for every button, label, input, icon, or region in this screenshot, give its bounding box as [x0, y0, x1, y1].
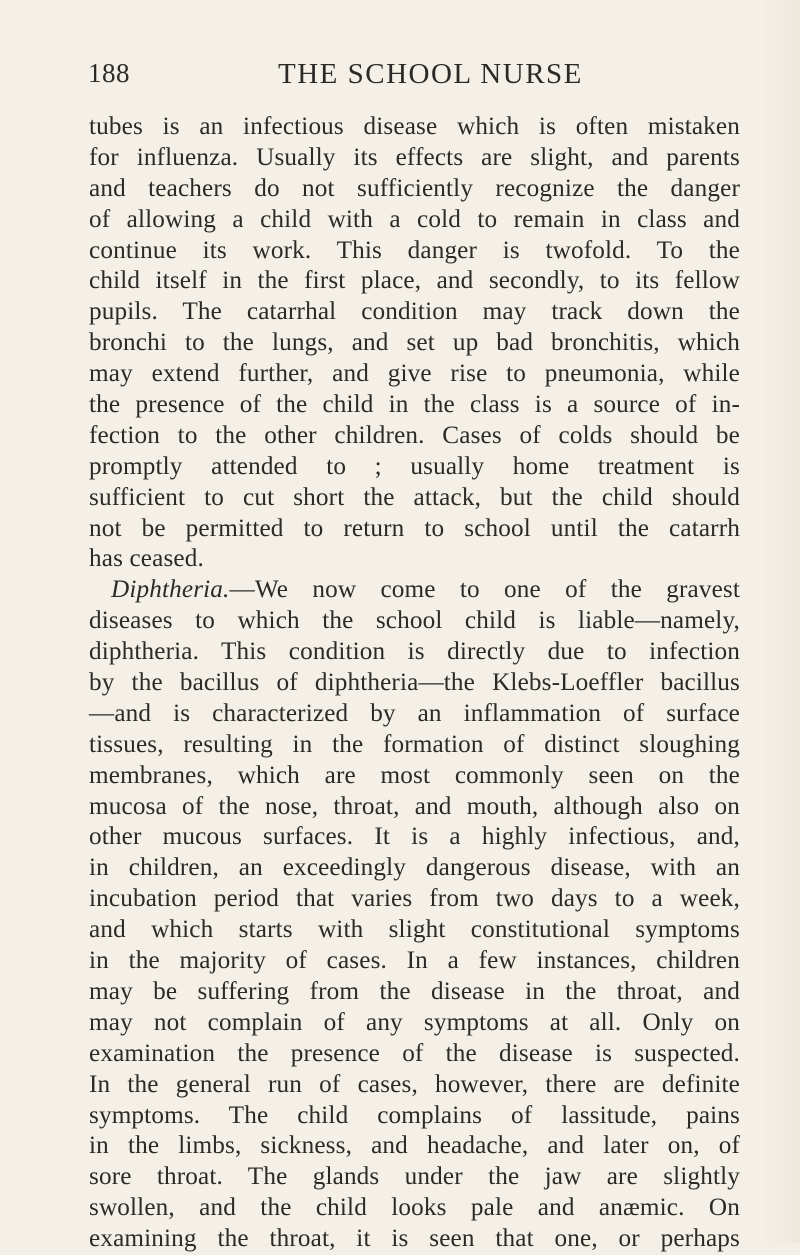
text-line: child itself in the first place, and secondly, to its fellow	[89, 267, 740, 295]
section-heading-diphtheria: Diphtheria.	[111, 576, 230, 604]
text-line: in children, an exceedingly dangerous disease, with an	[89, 854, 740, 882]
text-line: in the limbs, sickness, and headache, and later on, of	[89, 1132, 740, 1160]
text-line: tissues, resulting in the formation of distinct sloughing	[89, 730, 740, 758]
text-line: not be permitted to return to school until the catarrh	[89, 514, 740, 542]
text-line: tubes is an infectious disease which is often mistaken	[89, 113, 740, 140]
text-line: examination the presence of the disease is suspected.	[89, 1039, 740, 1067]
text-line: by the bacillus of diphtheria—the Klebs-Loeffler bacillus	[89, 669, 740, 697]
body-text	[89, 112, 740, 1255]
text-line: sufficient to cut short the attack, but the child should	[89, 483, 740, 511]
text-line: symptoms. The child complains of lassitude, pains	[89, 1101, 740, 1129]
text-line: of allowing a child with a cold to remain in class and	[89, 205, 740, 233]
text-line: In the general run of cases, however, there are definite	[89, 1070, 740, 1098]
text-line: continue its work. This danger is twofold. To the	[89, 236, 740, 264]
page-number: 188	[88, 58, 130, 88]
text-line: and teachers do not sufficiently recognize the danger	[89, 174, 740, 202]
text-line: for influenza. Usually its effects are slight, and parents	[89, 143, 740, 171]
text-line: may be suffering from the disease in the throat, and	[89, 977, 740, 1005]
paragraph-diphtheria	[89, 575, 740, 1255]
text-line: pupils. The catarrhal condition may track down the	[89, 298, 740, 326]
text-line: mucosa of the nose, throat, and mouth, although also on	[89, 792, 740, 820]
text-line: fection to the other children. Cases of colds should be	[89, 421, 740, 449]
text-line: other mucous surfaces. It is a highly infectious, and,	[89, 823, 740, 851]
heading-line-rest: —We now come to one of the gravest	[229, 576, 740, 604]
text-line: promptly attended to ; usually home treatment is	[89, 452, 740, 480]
text-line: diphtheria. This condition is directly due to infection	[89, 638, 740, 666]
paragraph-colds	[89, 112, 740, 575]
text-line: in the majority of cases. In a few instances, children	[89, 947, 740, 975]
text-line: incubation period that varies from two days to a week,	[89, 885, 740, 913]
text-line: —and is characterized by an inflammation of surface	[89, 699, 740, 727]
text-line: has ceased.	[89, 545, 204, 573]
text-line: membranes, which are most commonly seen on the	[89, 761, 740, 789]
text-line: sore throat. The glands under the jaw are slightly	[89, 1163, 740, 1191]
text-line: swollen, and the child looks pale and anæmic. On	[89, 1194, 740, 1222]
text-line: and which starts with slight constitutional symptoms	[89, 916, 740, 944]
text-line: the presence of the child in the class is a source of in-	[89, 391, 740, 419]
text-line: may not complain of any symptoms at all. Only on	[89, 1008, 740, 1036]
page-header	[88, 58, 728, 98]
text-line	[89, 575, 740, 606]
running-head: THE SCHOOL NURSE	[278, 58, 583, 90]
text-line: diseases to which the school child is liable—namely,	[89, 607, 740, 635]
text-line: may extend further, and give rise to pneumonia, while	[89, 360, 740, 388]
text-line: bronchi to the lungs, and set up bad bronchitis, which	[89, 329, 740, 357]
text-line: examining the throat, it is seen that one, or perhaps	[89, 1225, 740, 1253]
